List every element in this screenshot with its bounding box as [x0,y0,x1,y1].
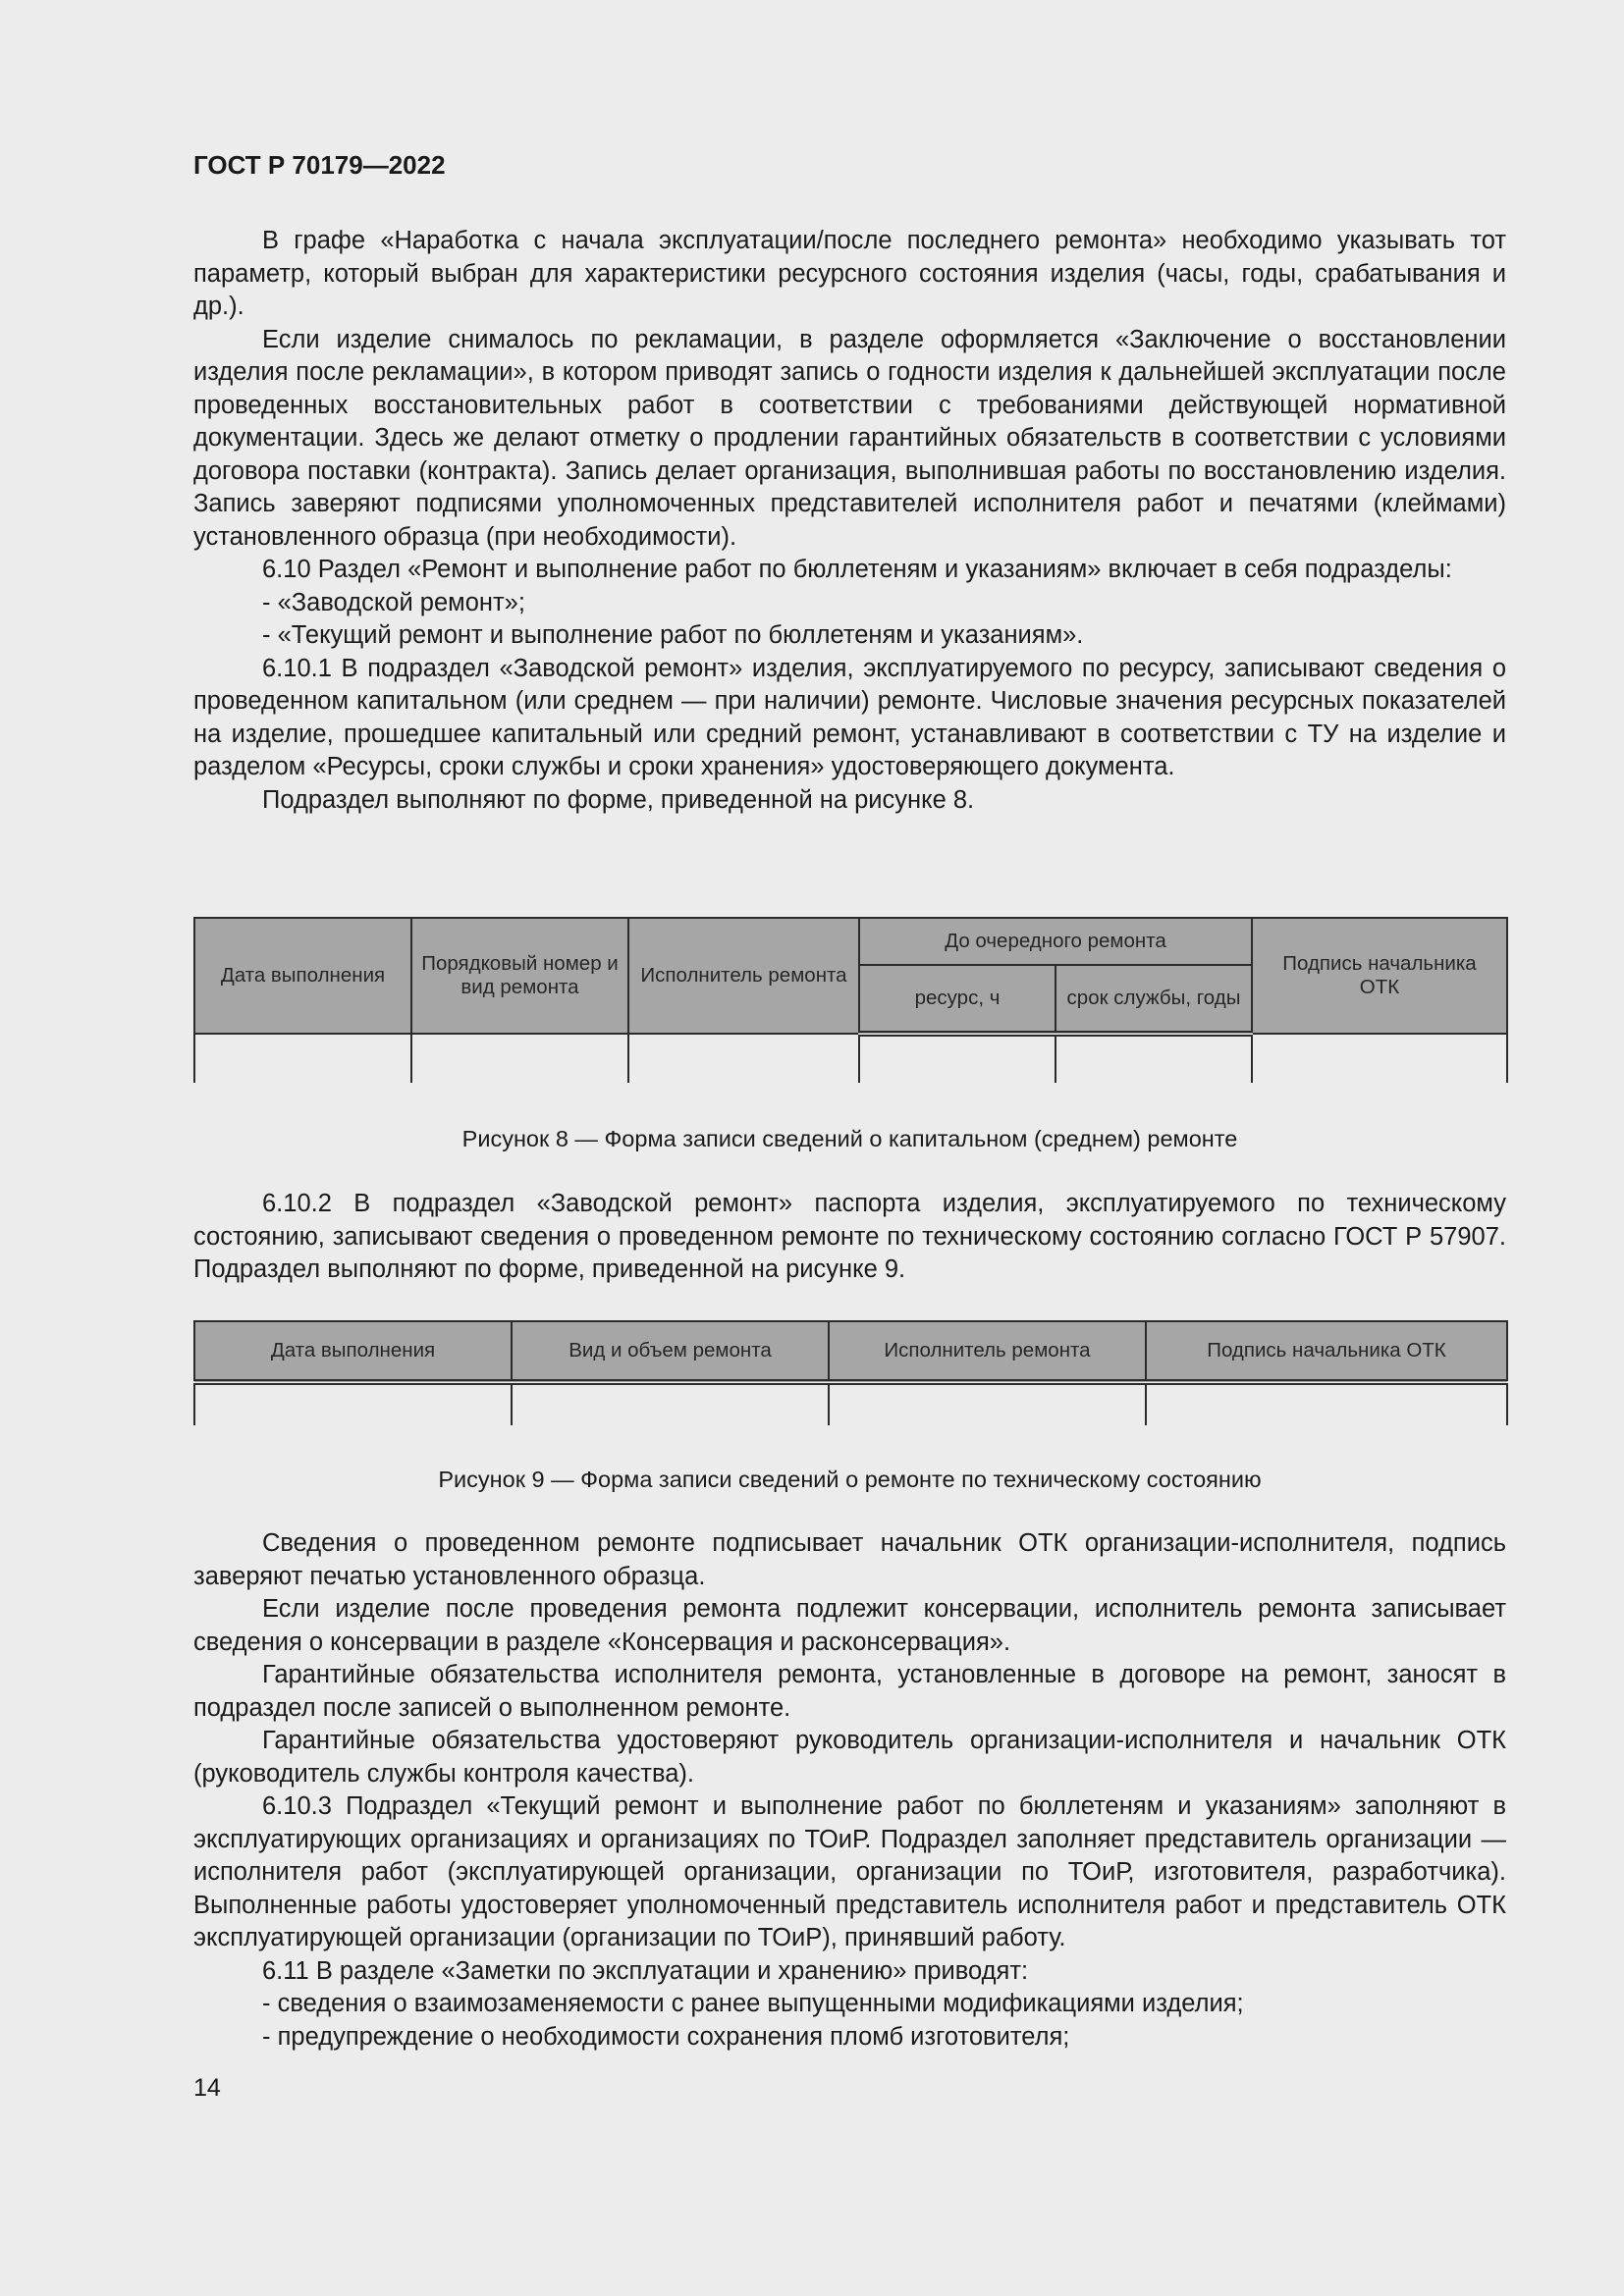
list-item-factory-repair: - «Заводской ремонт»; [262,588,525,616]
paragraph-form-figure8-ref: Подраздел выполняют по форме, приведенной на рисунке 8. [262,785,975,814]
paragraph-signature-info: Сведения о проведенном ремонте подписывает начальник ОТК организации-исполнителя, подпись заверяют печатью установленного образца. [193,1529,1506,1590]
header-service-life: срок службы, годы [1056,965,1252,1034]
page-number: 14 [193,2074,221,2102]
paragraph-warranty-executor: Гарантийные обязательства исполнителя ремонта, установленные в договоре на ремонт, заносят в подраздел после записей о выполненном ремонте. [193,1661,1506,1722]
paragraph-claim-conclusion: Если изделие снималось по рекламации, в разделе оформляется «Заключение о восстановлении изделия после рекламации», в котором приводят запись о годности изделия к дальнейшей эксплуатации после проведенных восстановительных работ в соответствии с требованиями действующей нормативной документации. Здесь же делают отметку о продлении гарантийных обязательств в соответствии с условиями договора поставки (контракта). Запись делает организация, выполнившая работы по восстановлению изделия. Запись заверяют подписями уполномоченных представителей исполнителя работ и печатями (клеймами) установленного образца (при необходимости). [193,325,1506,551]
paragraph-6-10-1: 6.10.1 В подраздел «Заводской ремонт» изделия, эксплуатируемого по ресурсу, записывают сведения о проведенном капитальном (или среднем — при наличии) ремонте. Числовые значения ресурсных показателей на изделие, прошедшее капитальный или средний ремонт, устанавливают в соответствии с ТУ на изделие и разделом «Ресурсы, сроки службы и сроки хранения» удостоверяющего документа. [193,654,1506,780]
paragraph-6-10-2: 6.10.2 В подраздел «Заводской ремонт» паспорта изделия, эксплуатируемого по техническому состоянию, записывают сведения о проведенном ремонте по техническому состоянию согласно ГОСТ Р 57907. Подраздел выполняют по форме, приведенной на рисунке 9. [193,1190,1506,1283]
text-block-2 [193,1188,1506,1287]
list-item-interchangeability: - сведения о взаимозаменяемости с ранее выпущенными модификациями изделия; [262,1990,1244,2017]
paragraph-6-11: 6.11 В разделе «Заметки по эксплуатации и хранению» приводят: [262,1956,1029,1985]
header-signature: Подпись начальника ОТК [1146,1321,1507,1382]
figure8-form-table [193,917,1508,1083]
figure9-caption: Рисунок 9 — Форма записи сведений о ремонте по техническому состоянию [438,1467,1262,1492]
list-item-seal-warning: - предупреждение о необходимости сохранения пломб изготовителя; [262,2022,1070,2051]
header-repair-scope: Вид и объем ремонта [512,1321,829,1382]
header-signature: Подпись начальника ОТК [1252,918,1507,1034]
header-resource: ресурс, ч [859,965,1056,1034]
paragraph-conservation: Если изделие после проведения ремонта подлежит консервации, исполнитель ремонта записывает сведения о консервации в разделе «Консервация и расконсервация». [193,1595,1506,1656]
table-cell [628,1034,859,1083]
text-block-3 [193,1527,1506,2054]
table-row [194,1382,1507,1425]
text-block-1 [193,225,1506,817]
table-cell [411,1034,628,1083]
paragraph-6-10: 6.10 Раздел «Ремонт и выполнение работ по бюллетеням и указаниям» включает в себя подразделы: [262,556,1452,583]
header-repair-executor: Исполнитель ремонта [829,1321,1146,1382]
header-number-type: Порядковый номер и вид ремонта [411,918,628,1034]
paragraph-warranty-certify: Гарантийные обязательства удостоверяют руководитель организации-исполнителя и начальник ОТК (руководитель службы контроля качества). [193,1727,1506,1788]
table-cell [829,1382,1146,1425]
table-cell [512,1382,829,1425]
paragraph-operating-time: В графе «Наработка с начала эксплуатации/после последнего ремонта» необходимо указывать тот параметр, который выбран для характеристики ресурсного состояния изделия (часы, годы, срабатывания и др.). [193,227,1506,320]
table-cell [1146,1382,1507,1425]
table-cell [194,1034,411,1083]
header-date: Дата выполнения [194,1321,512,1382]
list-item-current-repair: - «Текущий ремонт и выполнение работ по бюллетеням и указаниям». [262,621,1084,649]
document-code: ГОСТ Р 70179—2022 [193,150,446,180]
table-cell [1056,1034,1252,1083]
table-row [194,1034,1507,1083]
paragraph-6-10-3: 6.10.3 Подраздел «Текущий ремонт и выполнение работ по бюллетеням и указаниям» заполняют в эксплуатирующих организациях и организациях по ТОиР. Подраздел заполняет представитель организации — исполнителя работ (эксплуатирующей организации, организации по ТОиР, изготовителя, разработчика). Выполненные работы удостоверяет уполномоченный представитель исполнителя работ и представитель ОТК эксплуатирующей организации (организации по ТОиР), принявший работу. [193,1792,1506,1951]
header-date: Дата выполнения [194,918,411,1034]
figure9-form-table [193,1320,1508,1425]
header-executor: Исполнитель ремонта [628,918,859,1034]
figure8-caption: Рисунок 8 — Форма записи сведений о капитальном (среднем) ремонте [461,1126,1238,1151]
header-until-next-repair: До очередного ремонта [859,918,1252,965]
table-cell [194,1382,512,1425]
table-cell [859,1034,1056,1083]
table-cell [1252,1034,1507,1083]
